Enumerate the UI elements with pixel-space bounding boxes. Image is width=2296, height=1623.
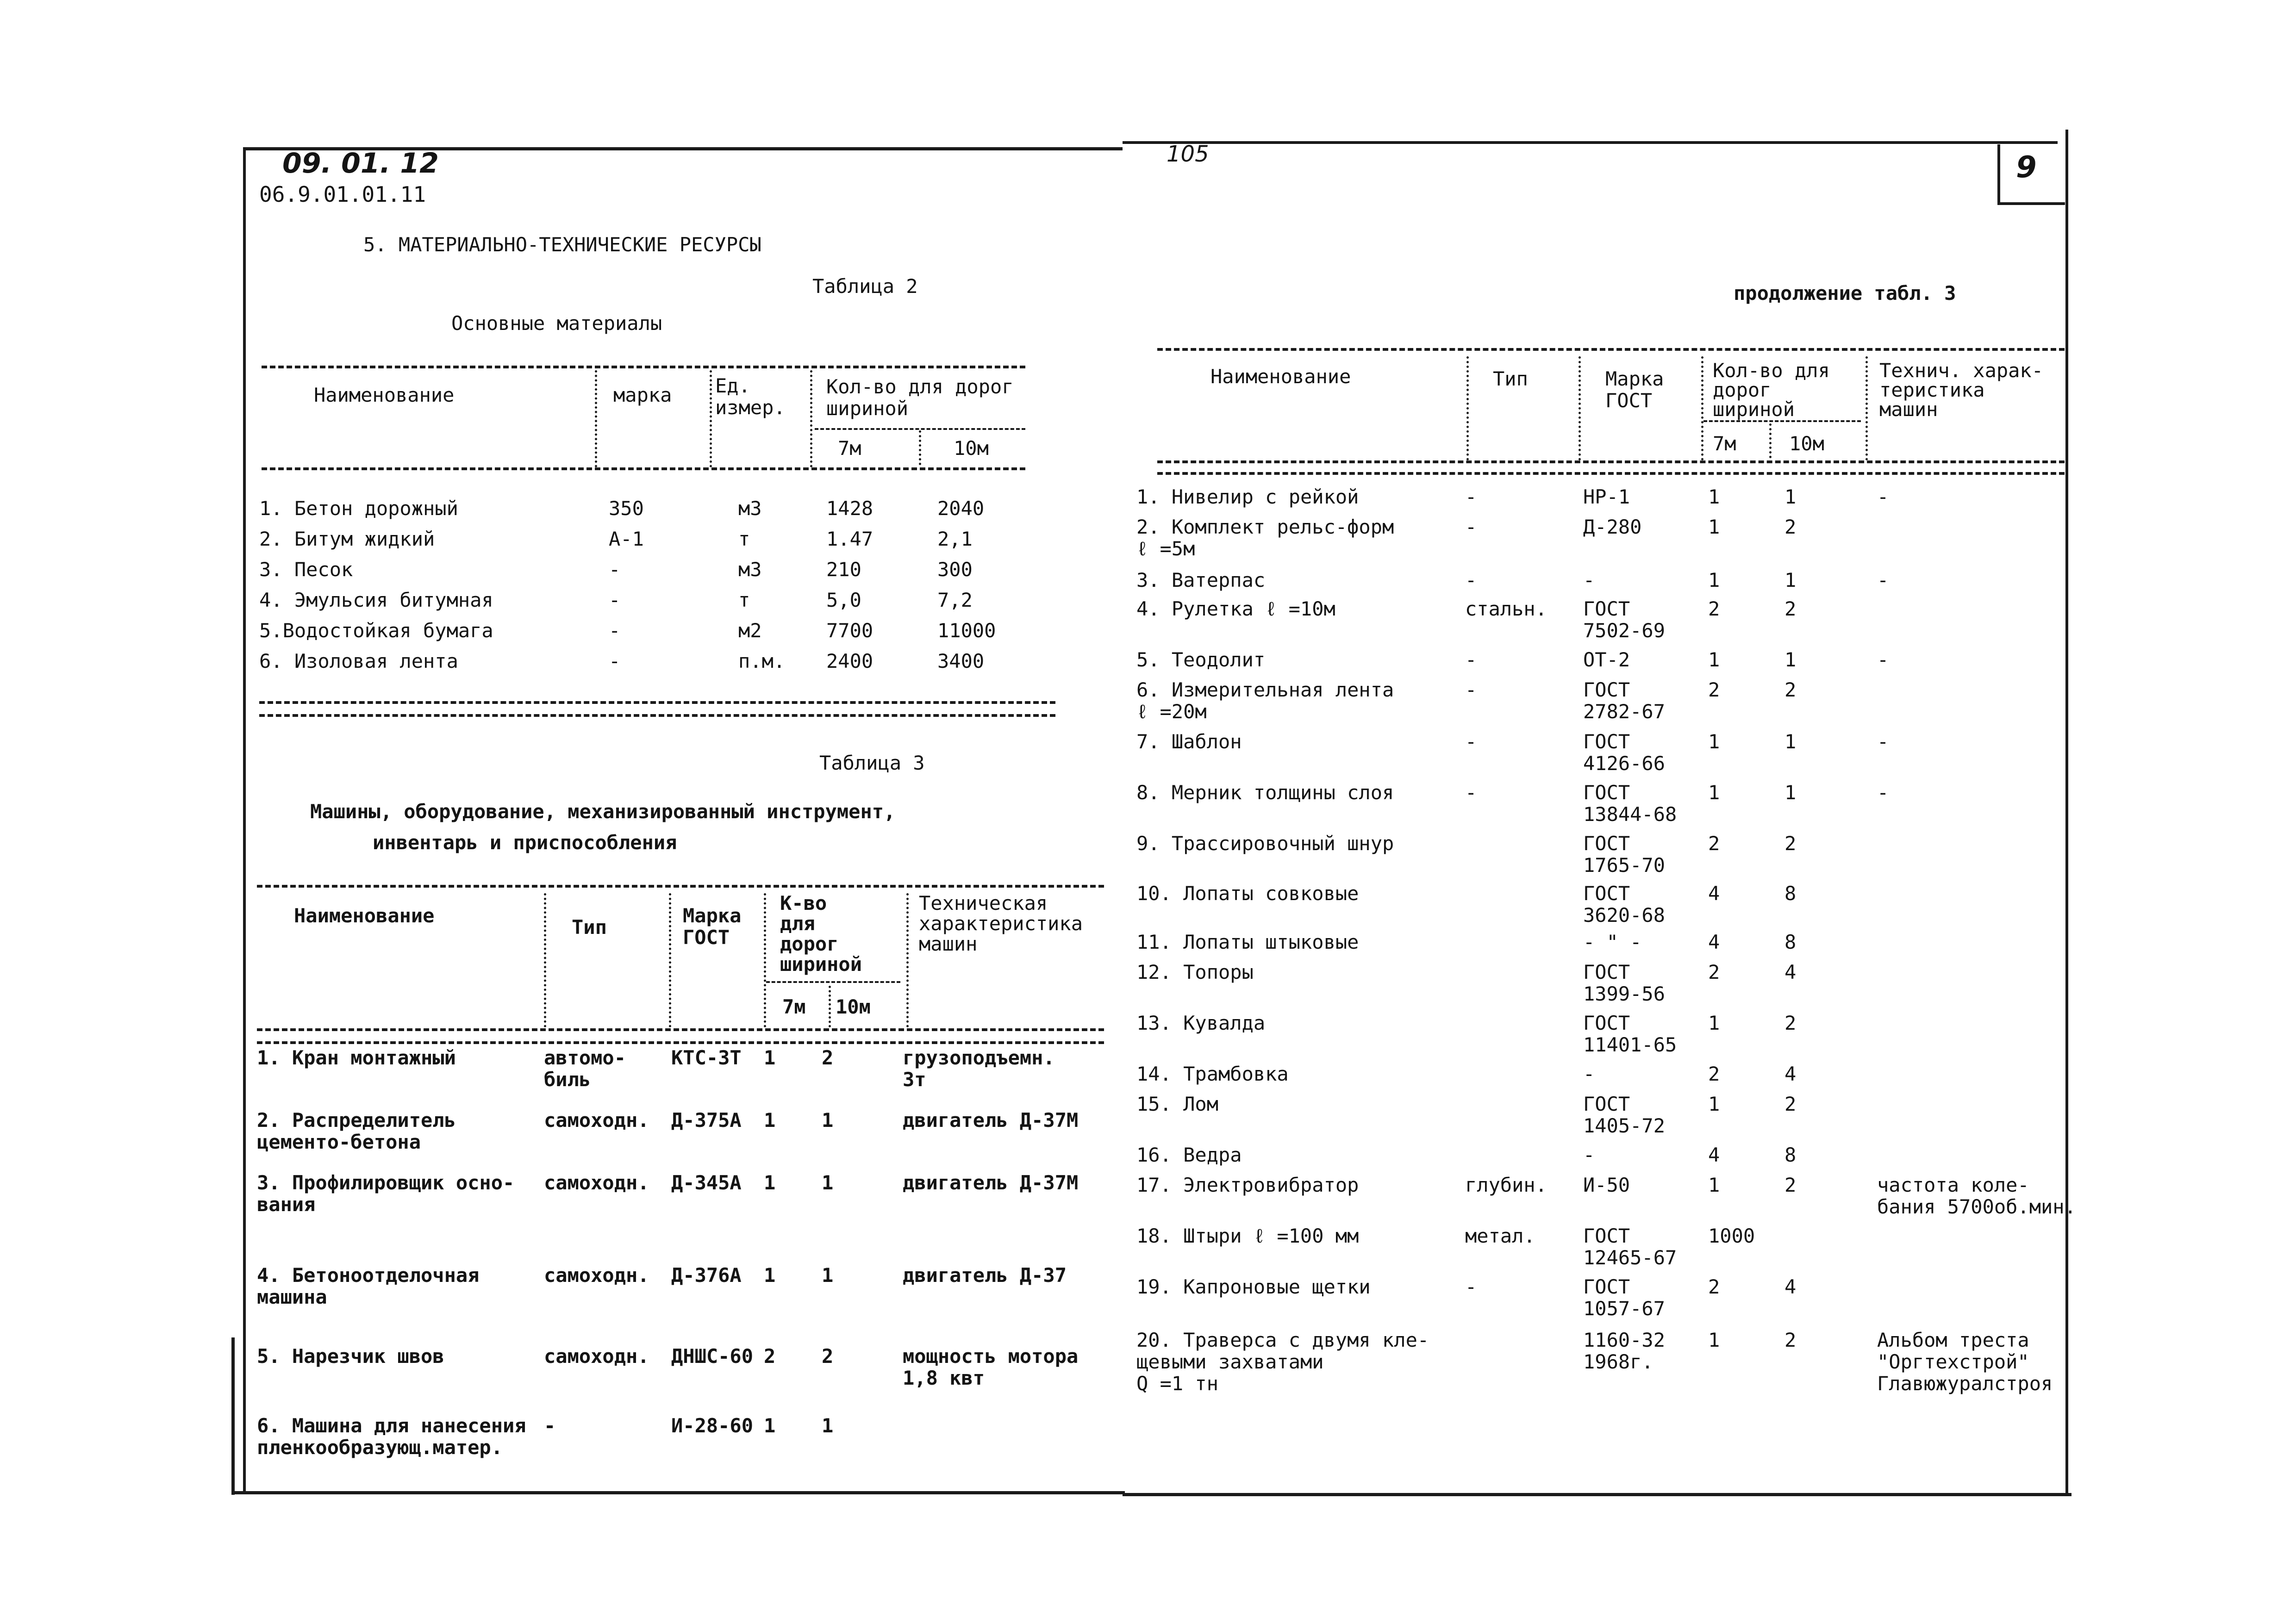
table2-header-name: Наименование [314, 384, 455, 406]
material-mark: - [609, 558, 621, 581]
table2-label: Таблица 2 [812, 275, 918, 298]
machine-name: 1. Кран монтажный [257, 1046, 456, 1069]
tool-name: 16. Ведра [1136, 1144, 1242, 1166]
table2-header-7m: 7м [838, 437, 861, 460]
table3c-row [1136, 883, 2076, 931]
tool-tech [1877, 1012, 2076, 1063]
table3c-col-sep-1 [1466, 356, 1469, 460]
tool-mark: - " - [1583, 931, 1642, 953]
table2-title: Основные материалы [451, 312, 662, 335]
table3-col-sep-4 [829, 986, 831, 1027]
tool-mark: ГОСТ 7502-69 [1583, 597, 1666, 642]
tool-type: - [1465, 485, 1477, 508]
machine-type: самоходн. [544, 1264, 649, 1287]
qty-10m: 1 [1784, 730, 1797, 753]
material-name: 1. Бетон дорожный [259, 497, 458, 520]
table3-header-name: Наименование [294, 904, 435, 927]
material-unit: п.м. [738, 650, 786, 672]
tool-tech: Альбом треста "Оргтехстрой" Главюжуралстроя [1877, 1329, 2053, 1395]
tool-mark: - [1583, 1144, 1595, 1166]
table2-header-unit: Ед. измер. [715, 374, 786, 419]
tool-mark: ГОСТ 1057-67 [1583, 1275, 1666, 1320]
table3c-row [1136, 1329, 2076, 1417]
tool-mark: И-50 [1583, 1174, 1630, 1196]
qty-10m: 8 [1784, 882, 1797, 905]
machine-mark: И-28-60 [671, 1414, 754, 1437]
tool-type: стальн. [1465, 597, 1547, 620]
material-unit: т [738, 528, 750, 550]
material-mark: - [609, 589, 621, 611]
table3c-header-tech: Технич. харак- теристика машин [1879, 359, 2044, 421]
page-number: 105 [1167, 141, 1209, 167]
tool-tech [1877, 1276, 2076, 1329]
tool-tech [1877, 516, 2076, 569]
qty-7m: 1 [1708, 1174, 1720, 1196]
table3-header-qty: К-во для дорог шириной [780, 892, 862, 976]
material-unit: м3 [738, 497, 762, 520]
material-name: 2. Битум жидкий [259, 528, 435, 550]
material-mark: А-1 [609, 528, 644, 550]
table2-header-10m: 10м [954, 437, 989, 460]
tool-mark: ГОСТ 1765-70 [1583, 832, 1666, 877]
table3-continuation-label: продолжение табл. 3 [1734, 282, 1956, 305]
machine-name: 2. Распределитель цементо-бетона [257, 1109, 456, 1154]
tool-tech [1877, 931, 2076, 961]
tool-mark: ГОСТ 3620-68 [1583, 882, 1666, 927]
table3-row [257, 1172, 1116, 1264]
tool-mark: - [1583, 1063, 1595, 1085]
qty-10m: 1 [822, 1171, 834, 1194]
qty-10m: 1 [1784, 569, 1797, 591]
tool-type: - [1465, 569, 1477, 591]
table2-row [259, 528, 1030, 559]
tool-type: - [1465, 730, 1477, 753]
table2-col-sep-4 [919, 430, 921, 465]
tool-mark: ГОСТ 1399-56 [1583, 961, 1666, 1006]
tool-mark: ГОСТ 1405-72 [1583, 1093, 1666, 1138]
qty-10m: 2,1 [937, 528, 973, 550]
table3c-header-10m: 10м [1789, 432, 1824, 455]
table3c-row [1136, 598, 2076, 649]
qty-7m: 2 [1708, 961, 1720, 983]
machine-type: автомо- биль [544, 1046, 626, 1091]
frame-left-lower [231, 1337, 235, 1495]
qty-10m: 1 [1784, 648, 1797, 671]
qty-7m: 4 [1708, 1144, 1720, 1166]
tool-type [1465, 1329, 1583, 1417]
material-name: 6. Изоловая лента [259, 650, 458, 672]
table3-label: Таблица 3 [819, 752, 925, 774]
tool-name: 14. Трамбовка [1136, 1063, 1289, 1085]
table3-header-tech: Техническая характеристика машин [919, 892, 1083, 956]
tool-tech [1877, 679, 2076, 731]
tool-type [1465, 883, 1583, 931]
table3-col-sep-2 [669, 893, 671, 1027]
table3c-row [1136, 1063, 2076, 1093]
tool-name: 10. Лопаты совковые [1136, 882, 1359, 905]
tool-tech [1877, 1144, 2076, 1174]
machine-mark: КТС-3Т [671, 1046, 742, 1069]
qty-7m: 1 [764, 1171, 776, 1194]
qty-7m: 4 [1708, 931, 1720, 953]
tool-name: 8. Мерник толщины слоя [1136, 781, 1394, 804]
qty-10m: 11000 [937, 619, 996, 642]
tool-name: 5. Теодолит [1136, 648, 1266, 671]
tool-tech: - [1877, 781, 1889, 804]
qty-10m: 2040 [937, 497, 985, 520]
sheet-number: 9 [2016, 150, 2037, 185]
tool-type: - [1465, 648, 1477, 671]
table3-row [257, 1345, 1116, 1415]
table2-col-sep-2 [710, 370, 712, 467]
qty-10m: 3400 [937, 650, 985, 672]
table3-row [257, 1109, 1116, 1172]
qty-10m [1784, 1225, 1877, 1276]
qty-7m: 1 [1708, 648, 1720, 671]
machine-tech [903, 1415, 1116, 1484]
table3c-row [1136, 1276, 2076, 1329]
qty-10m: 2 [1784, 1093, 1797, 1115]
handwritten-code: 09. 01. 12 [282, 147, 439, 180]
table3c-header-7m: 7м [1713, 432, 1736, 455]
qty-10m: 4 [1784, 1063, 1797, 1085]
table3c-row [1136, 649, 2076, 679]
table3-header-rule-2 [257, 1041, 1104, 1044]
qty-7m: 1 [1708, 516, 1720, 538]
machine-type: самоходн. [544, 1109, 649, 1132]
tool-type [1465, 1093, 1583, 1144]
tool-name: 4. Рулетка ℓ =10м [1136, 597, 1335, 620]
tool-tech [1877, 961, 2076, 1012]
table2-bottom-rule-1 [259, 701, 1055, 704]
tool-type [1465, 961, 1583, 1012]
table3c-row [1136, 516, 2076, 569]
table3-header-type: Тип [572, 916, 607, 939]
frame-top-right [1123, 141, 2058, 144]
tool-mark: ГОСТ 12465-67 [1583, 1225, 1677, 1269]
qty-10m: 1 [1784, 781, 1797, 804]
qty-7m: 1428 [826, 497, 873, 520]
qty-7m: 210 [826, 558, 861, 581]
qty-10m: 1 [822, 1264, 834, 1287]
tool-tech [1877, 833, 2076, 883]
machine-name: 4. Бетоноотделочная машина [257, 1264, 480, 1309]
qty-7m: 1 [764, 1109, 776, 1132]
tool-type [1465, 1012, 1583, 1063]
table3c-col-sep-4 [1769, 423, 1772, 458]
qty-7m: 7700 [826, 619, 873, 642]
tool-name: 9. Трассировочный шнур [1136, 832, 1394, 855]
tool-mark: ГОСТ 11401-65 [1583, 1012, 1677, 1057]
table3c-row [1136, 731, 2076, 782]
tool-tech: - [1877, 569, 1889, 591]
machine-mark: ДНШС-60 [671, 1345, 754, 1368]
qty-10m: 8 [1784, 931, 1797, 953]
qty-10m: 1 [822, 1109, 834, 1132]
table3c-row [1136, 931, 2076, 961]
machine-tech: мощность мотора 1,8 квт [903, 1345, 1079, 1390]
qty-7m: 2 [1708, 678, 1720, 701]
frame-bottom-left [231, 1491, 1125, 1494]
qty-10m: 4 [1784, 961, 1797, 983]
material-mark: - [609, 619, 621, 642]
qty-10m: 2 [822, 1345, 834, 1368]
qty-10m: 2 [1784, 516, 1797, 538]
qty-7m: 2 [1708, 832, 1720, 855]
qty-7m: 1 [764, 1414, 776, 1437]
table2-header-mark: марка [613, 384, 672, 406]
table3c-top-rule [1157, 348, 2065, 351]
table3-col-sep-3 [764, 893, 766, 1027]
qty-7m: 5,0 [826, 589, 861, 611]
tool-name: 11. Лопаты штыковые [1136, 931, 1359, 953]
machine-mark: Д-375А [671, 1109, 742, 1132]
tool-tech: - [1877, 485, 1889, 508]
qty-7m: 2400 [826, 650, 873, 672]
tool-type: - [1465, 678, 1477, 701]
tool-name: 12. Топоры [1136, 961, 1254, 983]
table3c-row [1136, 1174, 2076, 1225]
table3c-row [1136, 782, 2076, 833]
machine-tech: двигатель Д-37 [903, 1264, 1067, 1287]
tool-mark: 1160-32 1968г. [1583, 1329, 1666, 1374]
qty-7m: 2 [1708, 1063, 1720, 1085]
material-mark: - [609, 650, 621, 672]
section-title: 5. МАТЕРИАЛЬНО-ТЕХНИЧЕСКИЕ РЕСУРСЫ [363, 233, 761, 256]
table3c-row [1136, 1144, 2076, 1174]
machine-name: 3. Профилировщик осно- вания [257, 1171, 515, 1216]
machine-tech: грузоподъемн. 3т [903, 1046, 1055, 1091]
qty-7m: 1 [764, 1046, 776, 1069]
qty-10m: 2 [1784, 1012, 1797, 1034]
table3c-col-sep-2 [1578, 356, 1581, 460]
tool-mark: ГОСТ 2782-67 [1583, 678, 1666, 723]
table2-row [259, 559, 1030, 589]
qty-10m: 1 [822, 1414, 834, 1437]
tool-name: 20. Траверса с двумя кле- щевыми захватами Q =1 тн [1136, 1329, 1429, 1395]
qty-10m: 2 [1784, 1174, 1797, 1196]
tool-type: - [1465, 1275, 1477, 1298]
machine-name: 6. Машина для нанесения пленкообразующ.матер. [257, 1414, 526, 1459]
table3-header-10m: 10м [836, 995, 871, 1018]
table3c-header-rule-2 [1157, 472, 2065, 475]
table2-row [259, 620, 1030, 650]
tool-name: 13. Кувалда [1136, 1012, 1266, 1034]
qty-7m: 1000 [1708, 1225, 1755, 1247]
table2-bottom-rule-2 [259, 714, 1055, 717]
qty-7m: 2 [1708, 597, 1720, 620]
table3c-header-type: Тип [1493, 367, 1528, 390]
qty-7m: 1 [1708, 730, 1720, 753]
table3-row [257, 1264, 1116, 1345]
tool-type: глубин. [1465, 1174, 1547, 1196]
qty-10m: 8 [1784, 1144, 1797, 1166]
table3c-row [1136, 679, 2076, 731]
qty-7m: 4 [1708, 882, 1720, 905]
qty-10m: 2 [1784, 1329, 1797, 1351]
machine-tech: двигатель Д-37М [903, 1109, 1079, 1132]
qty-7m: 1 [764, 1264, 776, 1287]
tool-mark: Д-280 [1583, 516, 1642, 538]
qty-10m: 300 [937, 558, 973, 581]
table3c-header-qty: Кол-во для дорог шириной [1713, 359, 1830, 421]
qty-10m: 4 [1784, 1275, 1797, 1298]
table3c-row [1136, 486, 2076, 516]
tool-type [1465, 1144, 1583, 1174]
tool-type: метал. [1465, 1225, 1535, 1247]
table3c-header-rule-1 [1157, 460, 2065, 463]
tool-name: 18. Штыри ℓ =100 мм [1136, 1225, 1359, 1247]
tool-type [1465, 833, 1583, 883]
qty-10m: 2 [1784, 678, 1797, 701]
tool-type: - [1465, 516, 1477, 538]
table3-subheader-rule [766, 981, 900, 983]
table3-title-line2: инвентарь и приспособления [373, 831, 677, 854]
tool-mark: ГОСТ 4126-66 [1583, 730, 1666, 775]
table3-title-line1: Машины, оборудование, механизированный инструмент, [310, 800, 896, 823]
tool-tech [1877, 1225, 2076, 1276]
tool-tech: частота коле- бания 5700об.мин. [1877, 1174, 2076, 1219]
qty-7m: 1 [1708, 781, 1720, 804]
machine-mark: Д-376А [671, 1264, 742, 1287]
table3c-col-sep-3 [1701, 356, 1703, 460]
machine-name: 5. Нарезчик швов [257, 1345, 444, 1368]
qty-10m: 2 [822, 1046, 834, 1069]
tool-mark: НР-1 [1583, 485, 1630, 508]
table3c-col-sep-5 [1866, 356, 1868, 460]
table3-col-sep-1 [544, 893, 546, 1027]
tool-name: 3. Ватерпас [1136, 569, 1266, 591]
qty-10m: 1 [1784, 485, 1797, 508]
tool-type: - [1465, 781, 1477, 804]
qty-10m: 7,2 [937, 589, 973, 611]
tool-tech: - [1877, 730, 1889, 753]
tool-type [1465, 1063, 1583, 1093]
table2-body [259, 497, 1030, 681]
table2-header-rule [262, 467, 1025, 470]
machine-type: - [544, 1414, 556, 1437]
material-name: 4. Эмульсия битумная [259, 589, 493, 611]
table3c-row [1136, 1093, 2076, 1144]
document-code: 06.9.01.01.11 [259, 182, 426, 207]
frame-left [243, 147, 246, 1494]
table2-col-sep-3 [810, 370, 812, 467]
table3-header-7m: 7м [782, 995, 806, 1018]
qty-7m: 1 [1708, 1093, 1720, 1115]
table3-top-rule [257, 885, 1104, 888]
tool-mark: ОТ-2 [1583, 648, 1630, 671]
table2-subheader-rule [815, 428, 1025, 430]
tool-mark: ГОСТ 13844-68 [1583, 781, 1677, 826]
qty-7m: 1 [1708, 569, 1720, 591]
qty-7m: 1 [1708, 485, 1720, 508]
table3-row [257, 1047, 1116, 1109]
table2-header-qty: Кол-во для дорог шириной [826, 375, 1014, 420]
table3c-row [1136, 961, 2076, 1012]
tool-tech [1877, 1093, 2076, 1144]
material-unit: м2 [738, 619, 762, 642]
tool-name: 15. Лом [1136, 1093, 1219, 1115]
tool-name: 19. Капроновые щетки [1136, 1275, 1371, 1298]
tool-name: 17. Электровибратор [1136, 1174, 1359, 1196]
machine-type: самоходн. [544, 1345, 649, 1368]
qty-7m: 1.47 [826, 528, 873, 550]
table3c-row [1136, 1012, 2076, 1063]
table3c-row [1136, 569, 2076, 598]
table3c-row [1136, 833, 2076, 883]
tool-tech [1877, 598, 2076, 649]
machine-mark: Д-345А [671, 1171, 742, 1194]
tool-tech [1877, 883, 2076, 931]
tool-tech [1877, 1063, 2076, 1093]
material-mark: 350 [609, 497, 644, 520]
qty-7m: 2 [764, 1345, 776, 1368]
qty-10m: 2 [1784, 597, 1797, 620]
table2-top-rule [262, 366, 1025, 368]
qty-7m: 1 [1708, 1012, 1720, 1034]
qty-7m: 2 [1708, 1275, 1720, 1298]
table2-row [259, 589, 1030, 620]
table3-header-mark: Марка ГОСТ [683, 904, 742, 949]
table3c-header-mark: Марка ГОСТ [1605, 367, 1664, 412]
table2-row [259, 497, 1030, 528]
tool-type [1465, 931, 1583, 961]
table3-col-sep-5 [906, 893, 909, 1027]
tool-name: 1. Нивелир с рейкой [1136, 485, 1359, 508]
qty-7m: 1 [1708, 1329, 1720, 1351]
table2-row [259, 650, 1030, 681]
machine-tech: двигатель Д-37М [903, 1171, 1079, 1194]
table3-header-rule-1 [257, 1028, 1104, 1031]
tool-tech: - [1877, 648, 1889, 671]
table3-continuation-body [1136, 486, 2076, 1417]
tool-name: 7. Шаблон [1136, 730, 1242, 753]
material-name: 5.Водостойкая бумага [259, 619, 493, 642]
machine-type: самоходн. [544, 1171, 649, 1194]
tool-mark: - [1583, 569, 1595, 591]
table3c-header-name: Наименование [1210, 365, 1351, 388]
table3c-row [1136, 1225, 2076, 1276]
material-unit: м3 [738, 558, 762, 581]
table2-col-sep-1 [595, 370, 597, 467]
material-unit: т [738, 589, 750, 611]
frame-bottom-right [1123, 1493, 2071, 1496]
tool-name: 2. Комплект рельс-форм ℓ =5м [1136, 516, 1394, 560]
table3-body [257, 1047, 1116, 1484]
tool-name: 6. Измерительная лента ℓ =20м [1136, 678, 1394, 723]
table3-row [257, 1415, 1116, 1484]
material-name: 3. Песок [259, 558, 353, 581]
qty-10m: 2 [1784, 832, 1797, 855]
